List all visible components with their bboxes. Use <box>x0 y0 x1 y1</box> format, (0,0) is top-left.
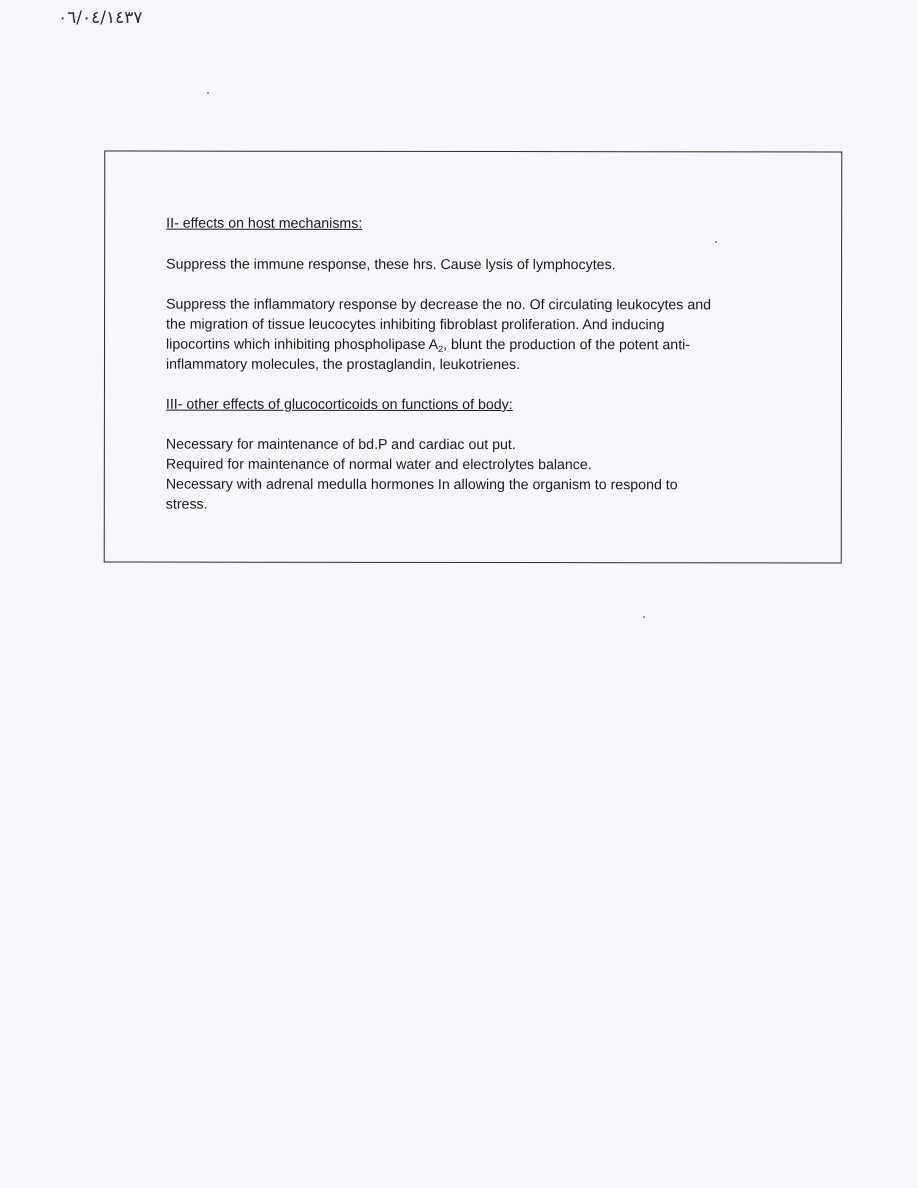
page-date: ٠٦/٠٤/١٤٣٧ <box>58 8 143 28</box>
section-heading-host-mechanisms: II- effects on host mechanisms: <box>166 215 363 232</box>
content-box <box>104 150 843 563</box>
effect-line: stress. <box>165 496 208 513</box>
effect-line: Necessary for maintenance of bd.P and cardiac out put. <box>165 436 516 454</box>
immune-response-text: Suppress the immune response, these hrs. Cause lysis of lymphocytes. <box>166 256 616 274</box>
box-content <box>166 214 776 516</box>
scan-speck <box>643 616 645 618</box>
paragraph-line: lipocortins which inhibiting phospholipase $A_2$, blunt the production of the potent anti- <box>166 336 691 354</box>
effect-line: Required for maintenance of normal water and electrolytes balance. <box>165 456 592 474</box>
paragraph-line: Suppress the inflammatory response by decrease the no. Of circulating leukocytes and <box>166 296 712 314</box>
effect-line: Necessary with adrenal medulla hormones In allowing the organism to respond to <box>165 476 678 494</box>
section-heading-other-effects: III- other effects of glucocorticoids on functions of body: <box>165 396 513 414</box>
scan-speck <box>207 92 209 94</box>
paragraph-line: the migration of tissue leucocytes inhibiting fibroblast proliferation. And inducing <box>166 316 665 334</box>
other-effects-list <box>166 435 776 516</box>
paragraph-line: inflammatory molecules, the prostaglandin, leukotrienes. <box>165 356 521 374</box>
inflammatory-response-paragraph <box>166 295 776 376</box>
subscript: 2 <box>438 343 444 354</box>
